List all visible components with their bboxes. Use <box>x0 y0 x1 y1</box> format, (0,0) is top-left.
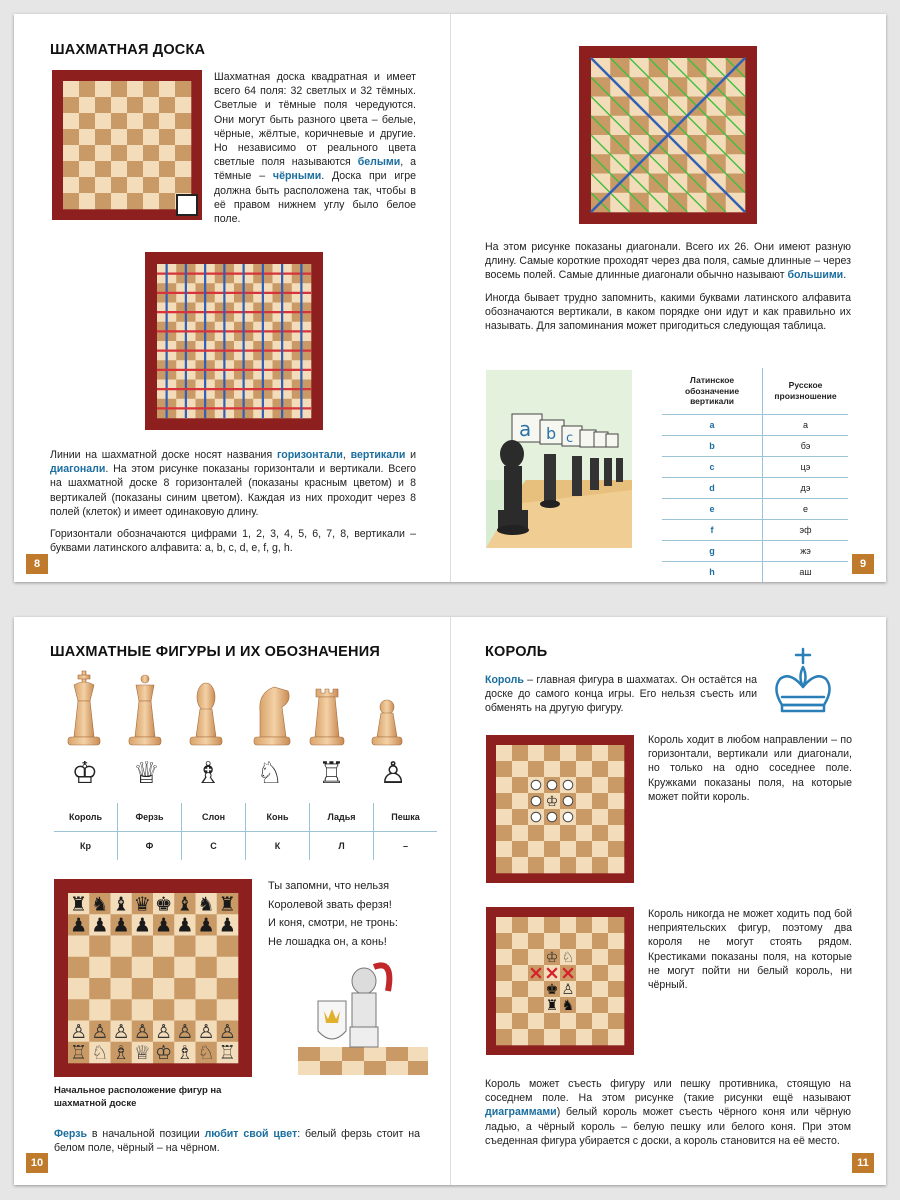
russian-pronunciation: аш <box>763 561 848 582</box>
poem-line: Ты запомни, что нельзя <box>268 880 390 892</box>
gutter <box>450 14 451 582</box>
table-row <box>662 414 848 435</box>
chessboard-king-moves <box>486 735 634 883</box>
svg-text:♙: ♙ <box>155 1019 173 1043</box>
latin-letter: b <box>662 435 763 456</box>
latin-letters-table <box>662 368 848 582</box>
king-moves-overlay <box>486 735 634 883</box>
top-spread <box>14 14 886 582</box>
latin-letter: c <box>662 456 763 477</box>
svg-text:♔: ♔ <box>545 950 559 967</box>
page-title: ШАХМАТНАЯ ДОСКА <box>50 42 206 58</box>
svg-text:♙: ♙ <box>133 1019 151 1043</box>
svg-text:♔: ♔ <box>545 794 559 811</box>
svg-text:♔: ♔ <box>155 1041 173 1065</box>
svg-text:♚: ♚ <box>155 892 173 916</box>
table-row <box>662 561 848 582</box>
chessboard-diagonals <box>579 46 757 224</box>
svg-text:a: a <box>519 417 532 441</box>
page-title: ШАХМАТНЫЕ ФИГУРЫ И ИХ ОБОЗНАЧЕНИЯ <box>50 644 380 660</box>
piece-name: Пешка <box>374 803 438 832</box>
forbidden-squares-overlay <box>486 907 634 1055</box>
poem-line: И коня, смотри, не тронь: <box>268 917 398 929</box>
russian-pronunciation: е <box>763 498 848 519</box>
svg-text:♗: ♗ <box>176 1041 194 1065</box>
svg-text:♘: ♘ <box>561 950 575 967</box>
svg-text:♙: ♙ <box>112 1019 130 1043</box>
piece-name: Слон <box>182 803 246 832</box>
svg-text:♟: ♟ <box>197 913 215 937</box>
diagonals-text: На этом рисунке показаны диагонали. Всего их 26. Они имеют разную длину. Самые короткие проходят через два поля, самые длинные – через восемь полей. Самые длинные диагонали обычно называют большими. Иногда бывает трудно запомнить, какими буквами латинского алфавита обозначаются вертикали, в каком порядке они идут и как правильно их называть. Для запоминания может пригодиться следующая таблица. <box>485 241 851 333</box>
table-header-latin: Латинское обозначение вертикали <box>662 368 763 414</box>
knights-with-letters-image <box>486 370 632 548</box>
svg-text:♜: ♜ <box>218 892 236 916</box>
svg-text:♟: ♟ <box>218 913 236 937</box>
svg-text:b: b <box>546 424 557 443</box>
queen-icon: ♕ <box>133 756 160 791</box>
russian-pronunciation: цэ <box>763 456 848 477</box>
piece-name: Конь <box>246 803 310 832</box>
svg-text:♕: ♕ <box>133 1041 151 1065</box>
chessboard-lines <box>145 252 323 430</box>
svg-text:♟: ♟ <box>176 913 194 937</box>
piece-name: Король <box>54 803 118 832</box>
svg-text:♛: ♛ <box>133 892 151 916</box>
latin-letter: h <box>662 561 763 582</box>
gutter <box>450 617 451 1185</box>
svg-text:♙: ♙ <box>218 1019 236 1043</box>
svg-text:♙: ♙ <box>176 1019 194 1043</box>
svg-text:♗: ♗ <box>112 1041 130 1065</box>
page-title: КОРОЛЬ <box>485 644 548 660</box>
svg-text:♟: ♟ <box>155 913 173 937</box>
svg-text:♙: ♙ <box>561 982 575 999</box>
latin-letter: e <box>662 498 763 519</box>
svg-text:♟: ♟ <box>112 913 130 937</box>
russian-pronunciation: а <box>763 414 848 435</box>
pawn-icon: ♙ <box>379 756 407 791</box>
board-caption: Начальное расположение фигур на шахматной доске <box>54 1085 222 1109</box>
piece-abbr: Ф <box>118 832 182 861</box>
svg-text:♙: ♙ <box>70 1019 88 1043</box>
ranks-files-overlay <box>145 252 323 430</box>
latin-letter: a <box>662 414 763 435</box>
russian-pronunciation: эф <box>763 519 848 540</box>
svg-text:♝: ♝ <box>112 892 130 916</box>
svg-text:♙: ♙ <box>91 1019 109 1043</box>
ranks-paragraph: Горизонтали обозначаются цифрами 1, 2, 3, 4, 5, 6, 7, 8, вертикали – буквами латинского алфавита: a, b, c, d, e, f, g, h. <box>50 528 416 555</box>
table-header-russian: Русское произношение <box>774 380 837 401</box>
knight-icon: ♘ <box>256 756 284 791</box>
svg-text:♚: ♚ <box>545 982 559 999</box>
svg-text:♘: ♘ <box>197 1041 215 1065</box>
page-number: 11 <box>852 1153 874 1173</box>
bishop-icon: ♗ <box>194 756 222 791</box>
never-paragraph: Король никогда не может ходить под бой неприятельских фигур, поэтому два короля не могут стоять рядом. Крестиками показаны поля, на которые не могут пойти ни белый король, ни чёрный. <box>648 908 852 992</box>
poem-line: Королевой звать ферзя! <box>268 898 392 911</box>
king-icon: ♔ <box>71 756 99 791</box>
highlight-corner-square <box>176 194 198 216</box>
knight-guard-illustration <box>298 951 428 1075</box>
table-row <box>662 456 848 477</box>
svg-text:♞: ♞ <box>561 998 575 1015</box>
svg-text:♜: ♜ <box>70 892 88 916</box>
svg-text:♟: ♟ <box>133 913 151 937</box>
poem <box>268 877 428 951</box>
svg-text:♞: ♞ <box>91 892 109 916</box>
king-intro: Король – главная фигура в шахматах. Он остаётся на доске до самого конца игры. Его нельзя съесть или обменять на другую фигуру. <box>485 674 757 715</box>
svg-text:♜: ♜ <box>545 998 559 1015</box>
latin-letter: d <box>662 477 763 498</box>
moves-paragraph: Король ходит в любом направлении – по горизонтали, вертикали или диагонали, но только на одно соседнее поле. Кружками показаны поля, на которые может пойти король. <box>648 734 852 803</box>
chessboard-basic <box>52 70 202 220</box>
chessboard-kings-opposition <box>486 907 634 1055</box>
svg-text:♟: ♟ <box>70 913 88 937</box>
piece-abbr: Кр <box>54 832 118 861</box>
svg-text:♞: ♞ <box>197 892 215 916</box>
piece-symbols-row <box>54 757 424 791</box>
piece-abbr: К <box>246 832 310 861</box>
svg-text:♝: ♝ <box>176 892 194 916</box>
page-number: 8 <box>26 554 48 574</box>
piece-name: Ладья <box>310 803 374 832</box>
svg-text:♖: ♖ <box>218 1041 236 1065</box>
bottom-spread <box>14 617 886 1185</box>
svg-text:♘: ♘ <box>91 1041 109 1065</box>
svg-text:♟: ♟ <box>91 913 109 937</box>
initial-pieces <box>54 879 252 1077</box>
svg-text:♖: ♖ <box>70 1041 88 1065</box>
piece-abbr: – <box>402 841 408 851</box>
piece-abbr: С <box>182 832 246 861</box>
king-crown-icon <box>768 647 838 715</box>
table-row <box>662 435 848 456</box>
piece-name: Ферзь <box>118 803 182 832</box>
lines-paragraph: Линии на шахматной доске носят названия горизонтали, вертикали и диагонали. На этом рисунке показаны горизонтали и вертикали. Всего на шахматной доске 8 горизонталей (показаны красным цветом) и 8 вертикалей (показаны синим цветом). Каждая из них проходит через 8 полей (клеток) и имеет одинаковую длину. Горизонтали обозначаются цифрами 1, 2, 3, 4, 5, 6, 7, 8, вертикали – буквами латинского алфавита: a, b, c, d, e, f, g, h. <box>50 449 416 555</box>
latin-letter: g <box>662 540 763 561</box>
russian-pronunciation: дэ <box>763 477 848 498</box>
russian-pronunciation: жэ <box>763 540 848 561</box>
chessboard-initial-position <box>54 879 252 1077</box>
latin-letter: f <box>662 519 763 540</box>
svg-text:♙: ♙ <box>197 1019 215 1043</box>
table-row <box>662 498 848 519</box>
table-row <box>662 540 848 561</box>
page-number: 9 <box>852 554 874 574</box>
intro-paragraph: Шахматная доска квадратная и имеет всего 64 поля: 32 светлых и 32 тёмных. Светлые и тёмные поля чередуются. Они могут быть разного цвета – белые, чёрные, жёлтые, коричневые и другие. Но независимо от реального цвета светлые поля называются белыми, а тёмные – чёрными. Доска при игре должна быть расположена так, чтобы в её правом нижнем углу было белое поле. <box>214 71 416 226</box>
table-row <box>662 519 848 540</box>
rook-icon: ♖ <box>318 756 345 791</box>
page-number: 10 <box>26 1153 48 1173</box>
capture-paragraph: Король может съесть фигуру или пешку противника, стоящую на соседнем поле. На этом рисунке (такие рисунки ещё называют диаграммами) белый король может съесть чёрного коня или чёрную ладью, а чёрный король – белую пешку или белого коня. При этом съеденная фигура убирается с доски, а король становится на её место. <box>485 1078 851 1147</box>
table-row <box>662 477 848 498</box>
knight-parade-illustration <box>486 370 632 548</box>
wooden-pieces-illustration <box>54 667 424 757</box>
memory-paragraph: Иногда бывает трудно запомнить, какими буквами латинского алфавита обозначаются вертикали, в каком порядке они идут и как правильно их называть. Для запоминания может пригодиться следующая таблица. <box>485 291 851 333</box>
poem-line: Не лошадка он, а конь! <box>268 935 387 948</box>
piece-notation-table <box>54 803 437 860</box>
diagonals-overlay <box>579 46 757 224</box>
russian-pronunciation: бэ <box>763 435 848 456</box>
queen-paragraph: Ферзь в начальной позиции любит свой цвет: белый ферзь стоит на белом поле, чёрный – на чёрном. <box>54 1128 421 1155</box>
piece-abbr: Л <box>310 832 374 861</box>
svg-text:c: c <box>566 431 574 446</box>
